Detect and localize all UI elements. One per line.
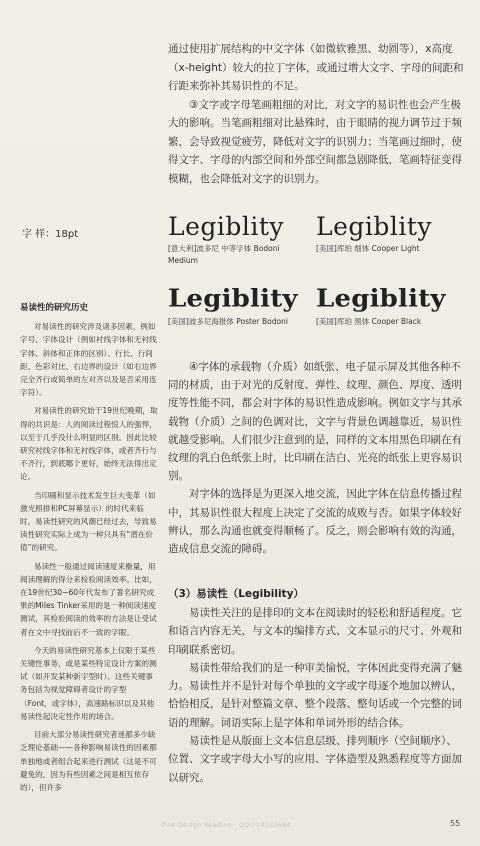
demo-word: Legiblity bbox=[316, 284, 446, 314]
demo-word: Legiblity bbox=[168, 284, 298, 314]
demo-caption: [意大利]波多尼 中等字体 Bodoni Medium bbox=[168, 244, 280, 265]
sample-label: 字 样：18pt bbox=[22, 229, 79, 240]
paragraph: ④字体的承载物（介质）如纸张、电子显示屏及其他各种不同的材质，由于对光的反射度、弹性、纹理、颜色、厚度、透明度等性能不同，都会对字体的易识性造成影响。例如文字与其承载物（介质）之间的色调对比，文字与背景色调越靠近，易识性就越受影响。人们很少注意到的是，同样的文本用黑色印刷在有纹理的乳白色纸张上时，比印刷在洁白、光亮的纸张上更容易识别。 bbox=[168, 361, 462, 483]
demo-word: Legiblity bbox=[168, 212, 285, 241]
font-demo-poster-bodoni bbox=[168, 284, 316, 328]
sidebar-paragraph: 对易读性的研究涉及诸多因素，例如字号、字体设计（例如衬线字体和无衬线字体、斜体和正体的区别）、行长、行间距、色彩对比、右边界的设计（如右边界完全齐行或简单的左对齐以及是否采用连字符）。 bbox=[20, 322, 157, 398]
demo-caption: [美国]波多尼海报体 Poster Bodoni bbox=[168, 317, 288, 326]
font-demo-cooper-light bbox=[316, 212, 466, 255]
sidebar-paragraph: 易读性一般通过阅读速度来衡量，用阅读理解的得分来检验阅读效率。比如，在19世纪30~60年代发布了著名研究成果的Miles Tinker采用的是一种阅读速度测试，其检验阅读的效率的方法是让受试者在文中寻找前后不一致的字眼。 bbox=[20, 561, 157, 637]
demo-caption: [美国]库珀 黑体 Cooper Black bbox=[316, 317, 422, 326]
paragraph: 易读性关注的是排印的文本在阅读时的轻松和舒适程度。它和语言内容无关，与文本的编排方式、文本显示的尺寸、外观和印刷联系密切。 bbox=[168, 607, 462, 656]
main-text-top bbox=[168, 40, 464, 188]
sidebar-legibility-history bbox=[20, 302, 158, 799]
sidebar-paragraph: 对易读性的研究始于19世纪晚期，取得的共识是：人的阅读过程惊人的强悍，以至于几乎没什么明显的区别。因此比较研究衬线字体和无衬线字体，或者齐行与不齐行，到底哪个更好，始终无法得出定论。 bbox=[20, 406, 158, 482]
demo-caption: [美国]库珀 细体 Cooper Light bbox=[316, 244, 420, 253]
demo-word: Legiblity bbox=[316, 212, 433, 241]
paragraph: 易读性带给我们的是一种审美愉悦，字体因此变得充满了魅力。易读性并不是针对每个单独的文字或字母逐个地加以辨认，恰恰相反，是针对整篇文章、整个段落、整句话或一个完整的词语的理解。词语实际上是字体和单词外形的结合体。 bbox=[168, 661, 462, 729]
watermark: ©3A Design Reading · QQ:724033664 bbox=[160, 822, 291, 829]
sidebar-paragraph: 当印刷和显示技术发生巨大变革（如激光照排和PC屏幕显示）的时代来临时，易读性研究的风潮已经过去，导致易读性研究实际上成为一种只具有“潜在价值”的研究。 bbox=[20, 490, 157, 553]
paragraph: ③文字或字母笔画粗细的对比，对文字的易识性也会产生极大的影响。当笔画粗细对比悬殊时，由于眼睛的视力调节过于频繁，会导致视觉疲劳，降低对文字的识别力；当笔画过细时，使得文字、字母的内部空间和外部空间都急剧降低，笔画特征变得模糊，也会降低对文字的识别力。 bbox=[168, 98, 462, 185]
main-text-bottom bbox=[168, 358, 464, 558]
section-title: （3）易读性（Legibility） bbox=[168, 588, 304, 600]
font-demo-bodoni-medium bbox=[168, 212, 308, 267]
sidebar-paragraph: 今天的易读性研究基本上仅限于某些关键性事务，或是某些特定设计方案的测试（如开发某种新字型时）。这些关键事务包括为视觉障碍者设计的字型（Font，或字体），高速路标识以及其他易读性起决定性作用的场合。 bbox=[20, 645, 157, 721]
sidebar-title: 易读性的研究历史 bbox=[20, 303, 89, 313]
font-demo-cooper-black bbox=[316, 284, 466, 328]
paragraph: 易读性是从版面上文本信息层级、排列顺序（空间顺序）、位置、文字或字母大小写的应用、字体造型及熟悉程度等方面加以研究。 bbox=[168, 735, 462, 784]
sidebar-paragraph: 目前大部分易读性研究者迷都多少缺乏理论基础——各种影响易读性的因素都单独地或者组合起来进行测试（这是不可避免的，因为有些因素之间是相互依存的），但许多 bbox=[20, 730, 157, 792]
paragraph: 对字体的选择是为更深入地交流，因此字体在信息传播过程中，其易识性很大程度上决定了交流的成败与否。如果字体较好辨认，那么沟通也就变得顺畅了。反之，则会影响有效的沟通，造成信息交流的障碍。 bbox=[168, 488, 462, 556]
paragraph: 通过使用扩展结构的中文字体（如微软雅黑、幼圆等），x高度（x-height）较大的拉丁字体，或通过增大文字、字母的间距和行距来弥补其易识性的不足。 bbox=[168, 43, 464, 92]
main-text-section bbox=[168, 604, 464, 787]
page-number: 55 bbox=[450, 819, 461, 828]
